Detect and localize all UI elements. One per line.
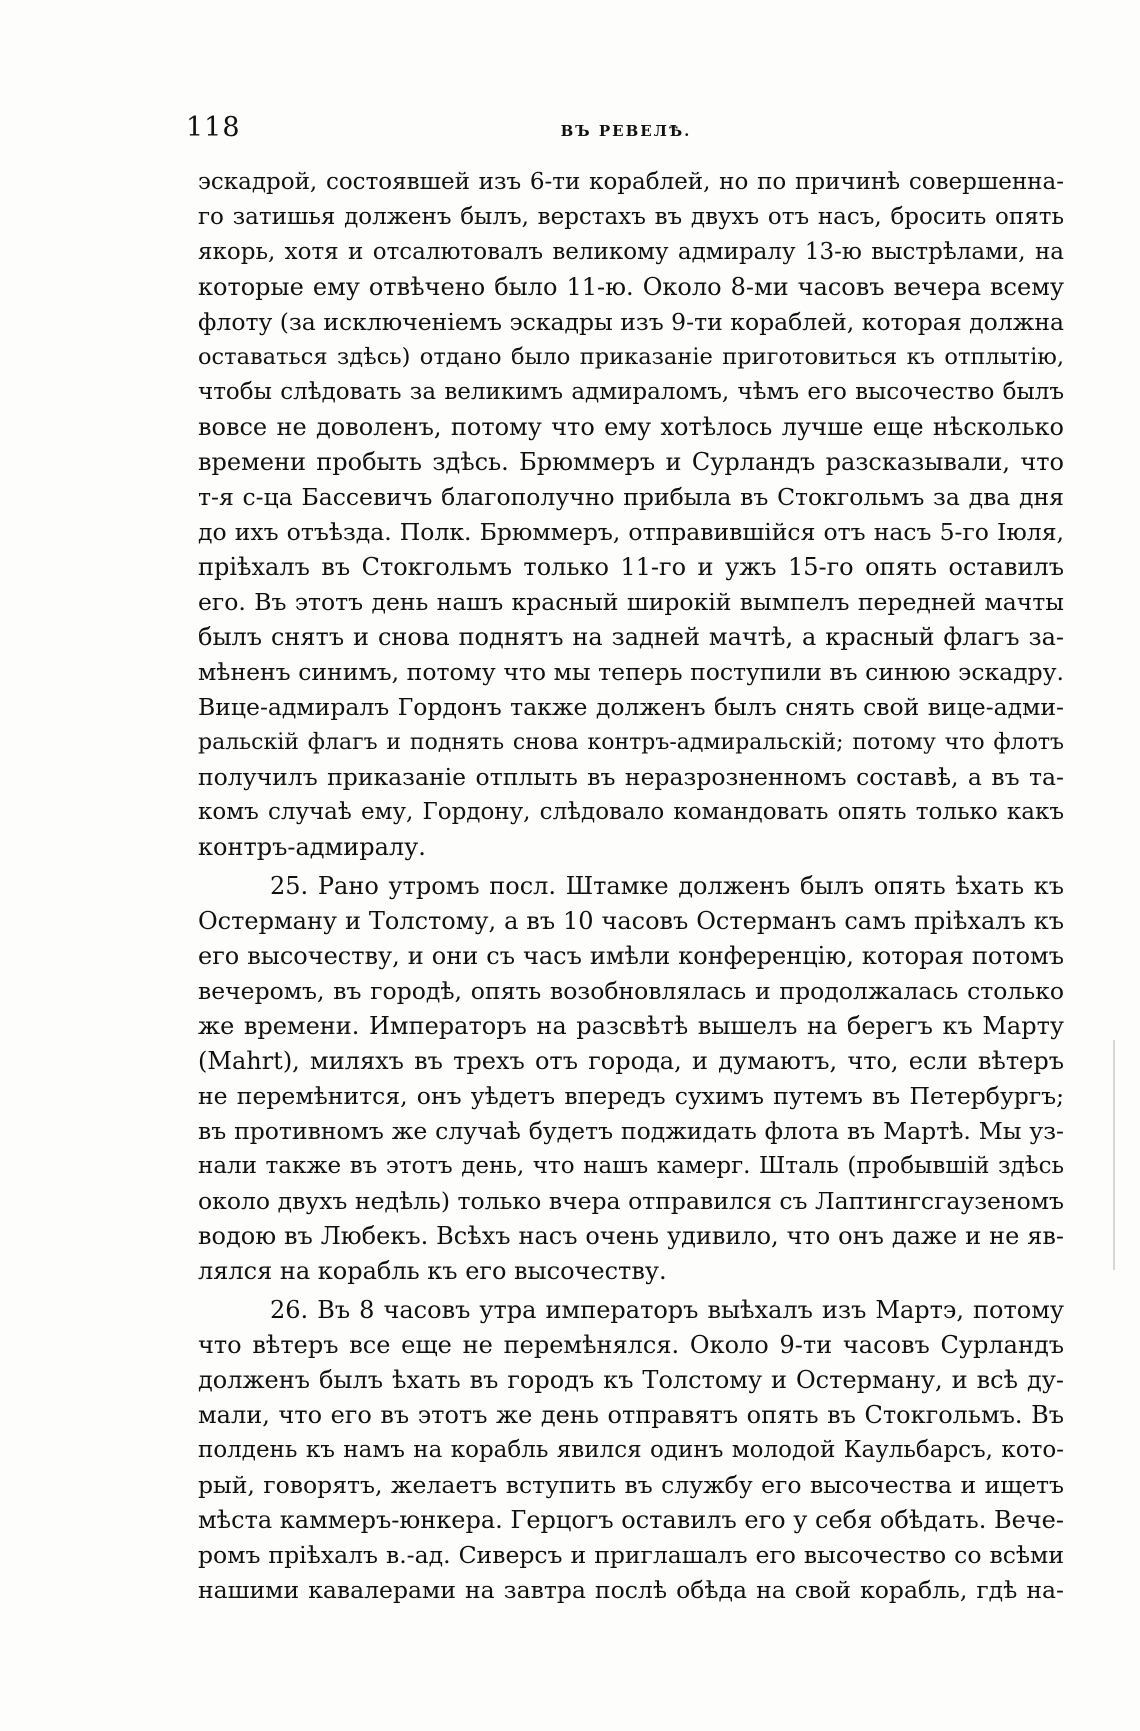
text-line: въ противномъ же случаѣ будетъ поджидать флота въ Мартѣ. Мы уз- (198, 1117, 1064, 1145)
text-line: оставаться здѣсь) отдано было приказаніе приготовиться къ отплытію, (198, 344, 1064, 370)
text-line: вовсе не доволенъ, потому что ему хотѣлось лучше еще нѣсколько (198, 413, 1064, 441)
text-line: мѣненъ синимъ, потому что мы теперь поступили въ синюю эскадру. (198, 658, 1064, 686)
text-line: Остерману и Толстому, а въ 10 часовъ Остерманъ самъ пріѣхалъ къ (198, 907, 1064, 935)
text-line: чтобы слѣдовать за великимъ адмираломъ, чѣмъ его высочество былъ (198, 379, 1064, 405)
text-line: около двухъ недѣль) только вчера отправился съ Лаптингсгаузеномъ (198, 1187, 1064, 1215)
text-line: не перемѣнится, онъ уѣдетъ впередъ сухимъ путемъ въ Петербургъ; (198, 1082, 1064, 1110)
text-line: вечеромъ, въ городѣ, опять возобновлялась и продолжалась столько (198, 977, 1064, 1005)
text-line: нашими кавалерами на завтра послѣ обѣда на свой корабль, гдѣ на- (198, 1576, 1064, 1604)
text-line: же времени. Императоръ на разсвѣтѣ вышелъ на берегъ къ Марту (198, 1012, 1064, 1040)
text-line: его высочеству, и они съ часъ имѣли конференцію, которая потомъ (198, 942, 1064, 970)
page-edge-mark (1113, 1040, 1115, 1270)
text-line: флоту (за исключеніемъ эскадры изъ 9-ти кораблей, которая должна (198, 308, 1064, 336)
text-line: времени пробыть здѣсь. Брюммеръ и Сурландъ разсказывали, что (198, 448, 1064, 476)
text-line: контръ-адмиралу. (198, 833, 426, 861)
paragraph-3 (198, 1293, 1064, 1608)
text-line: получилъ приказаніе отплыть въ неразрозненномъ составѣ, а въ та- (198, 763, 1064, 791)
text-line: мѣста каммеръ-юнкера. Герцогъ оставилъ его у себя обѣдать. Вече- (198, 1506, 1064, 1534)
text-line: до ихъ отъѣзда. Полк. Брюммеръ, отправившійся отъ насъ 5-го Іюля, (198, 518, 1064, 546)
text-line: (Mahrt), миляхъ въ трехъ отъ города, и думаютъ, что, если вѣтеръ (198, 1047, 1064, 1075)
paragraph-2 (198, 869, 1064, 1289)
paragraph-1 (198, 165, 1064, 865)
text-line: ральскій флагъ и поднять снова контръ-адмиральскій; потому что флотъ (198, 730, 1064, 755)
running-title: ВЪ РЕВЕЛѢ. (560, 122, 692, 140)
page-header (186, 112, 1066, 152)
text-line: его. Въ этотъ день нашъ красный широкій вымпелъ передней мачты (198, 588, 1064, 616)
text-line: полдень къ намъ на корабль явился одинъ молодой Каульбарсъ, кото- (198, 1437, 1064, 1463)
text-line: рый, говорятъ, желаетъ вступить въ службу его высочества и ищетъ (198, 1471, 1064, 1499)
text-line: 25. Рано утромъ посл. Штамке долженъ былъ опять ѣхать къ (270, 872, 1064, 900)
text-line: го затишья долженъ былъ, верстахъ въ двухъ отъ насъ, бросить опять (198, 204, 1064, 230)
text-line: Вице-адмиралъ Гордонъ также долженъ былъ снять свой вице-адми- (198, 693, 1064, 721)
text-line: эскадрой, состоявшей изъ 6-ти кораблей, но по причинѣ совершенна- (198, 169, 1064, 195)
text-line: долженъ былъ ѣхать въ городъ къ Толстому и Остерману, и всѣ ду- (198, 1366, 1064, 1394)
text-line: комъ случаѣ ему, Гордону, слѣдовало командовать опять только какъ (198, 799, 1064, 825)
text-line: 26. Въ 8 часовъ утра императоръ выѣхалъ изъ Мартэ, потому (270, 1296, 1064, 1324)
text-line: пріѣхалъ въ Стокгольмъ только 11-го и ужъ 15-го опять оставилъ (198, 553, 1064, 581)
text-line: которые ему отвѣчено было 11-ю. Около 8-ми часовъ вечера всему (198, 273, 1064, 301)
page-number: 118 (186, 112, 241, 143)
text-line: былъ снятъ и снова поднятъ на задней мачтѣ, а красный флагъ за- (198, 623, 1064, 651)
text-line: что вѣтеръ все еще не перемѣнялся. Около 9-ти часовъ Сурландъ (198, 1331, 1064, 1359)
text-line: мали, что его въ этотъ же день отправятъ опять въ Стокгольмъ. Въ (198, 1401, 1064, 1429)
text-line: ромъ пріѣхалъ в.-ад. Сиверсъ и приглашалъ его высочество со всѣми (198, 1541, 1064, 1569)
text-line: водою въ Любекъ. Всѣхъ насъ очень удивило, что онъ даже и не яв- (198, 1222, 1064, 1250)
text-line: т-я с-ца Бассевичъ благополучно прибыла въ Стокгольмъ за два дня (198, 483, 1064, 511)
text-line: нали также въ этотъ день, что нашъ камерг. Шталь (пробывшій здѣсь (198, 1153, 1064, 1179)
text-line: лялся на корабль къ его высочеству. (198, 1257, 667, 1285)
text-line: якорь, хотя и отсалютовалъ великому адмиралу 13-ю выстрѣлами, на (198, 239, 1064, 265)
body-text (198, 165, 1064, 1608)
